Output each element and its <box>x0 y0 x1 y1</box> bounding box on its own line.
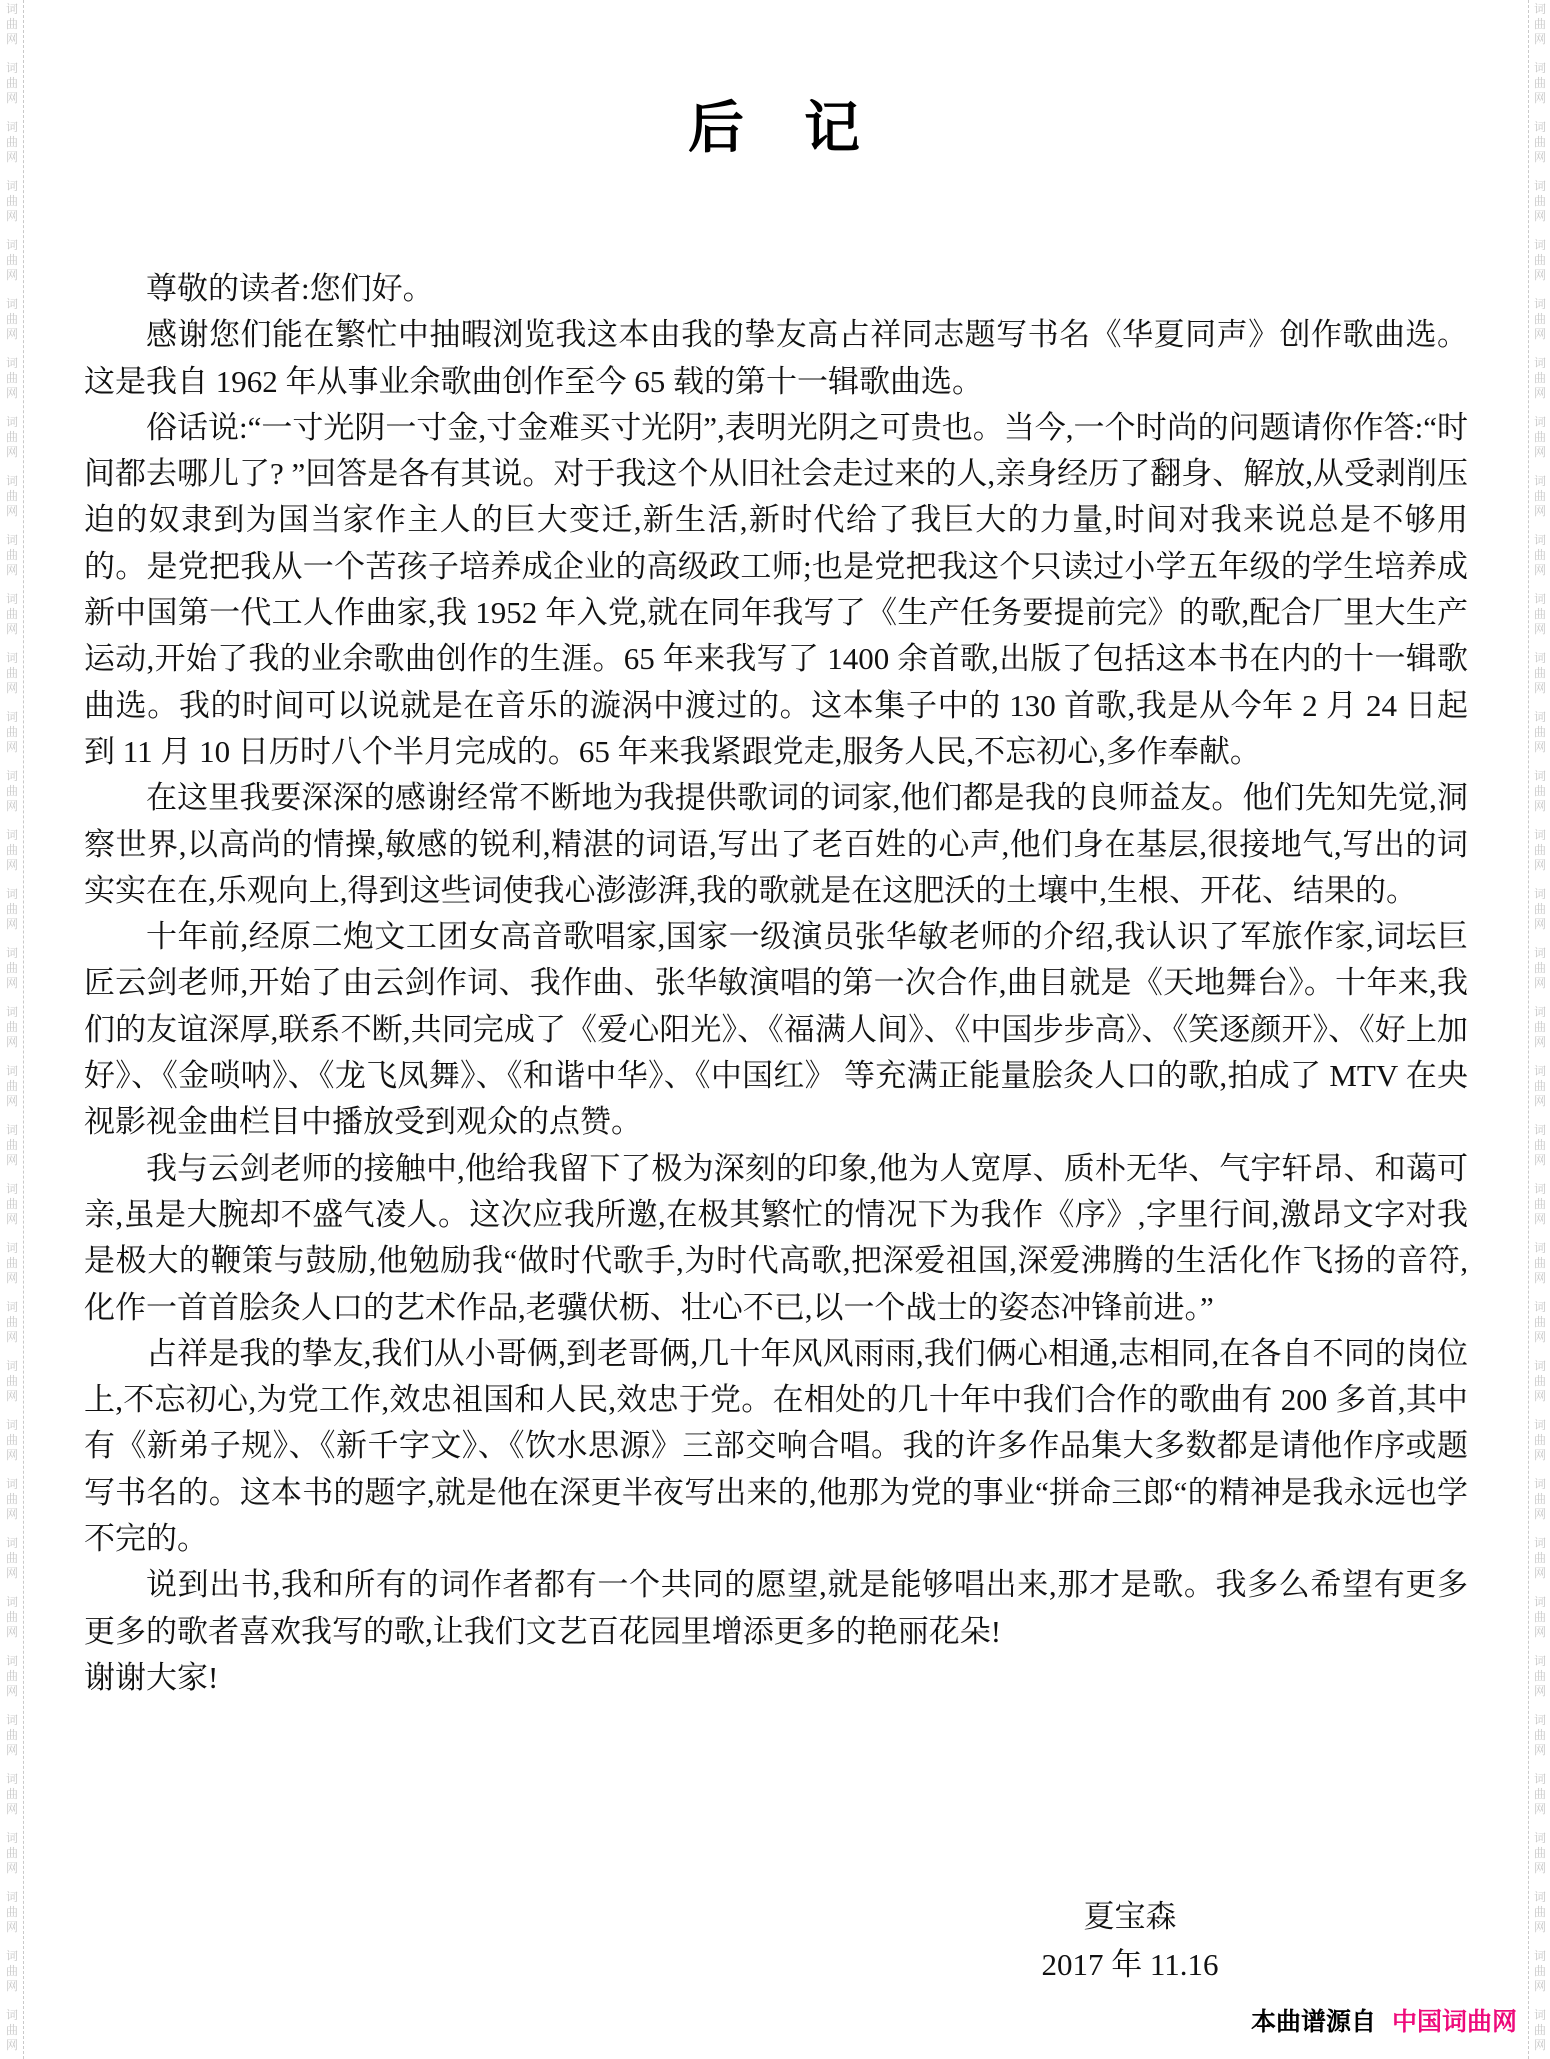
watermark-text: 词 曲 网 <box>5 1123 18 1167</box>
watermark-text: 词 曲 网 <box>1533 1536 1546 1580</box>
watermark-text: 词 曲 网 <box>1533 2008 1546 2052</box>
paragraph: 占祥是我的挚友,我们从小哥俩,到老哥俩,几十年风风雨雨,我们俩心相通,志相同,在各自不同的岗位上,不忘初心,为党工作,效忠祖国和人民,效忠于党。在相处的几十年中我们合作的歌曲有 200 多首,其中有《新弟子规》、《新千字文》、《饮水思源》三部交响合唱。我的许多作品集大多数都是请他作序或题写书名的。这本书的题字,就是他在深更半夜写出来的,他那为党的事业“拼命三郎“的精神是我永远也学不完的。 <box>84 1335 1468 1557</box>
watermark-text: 词 曲 网 <box>1533 238 1546 282</box>
watermark-text: 词 曲 网 <box>1533 1713 1546 1757</box>
paragraph: 俗话说:“一寸光阴一寸金,寸金难买寸光阴”,表明光阴之可贵也。当今,一个时尚的问题请你作答:“时间都去哪儿了? ”回答是各有其说。对于我这个从旧社会走过来的人,亲身经历了翻身、解放,从受剥削压迫的奴隶到为国当家作主人的巨大变迁,新生活,新时代给了我巨大的力量,时间对我来说总是不够用的。是党把我从一个苦孩子培养成企业的高级政工师;也是党把我这个只读过小学五年级的学生培养成新中国第一代工人作曲家,我 1952 年入党,就在同年我写了《生产任务要提前完》的歌,配合厂里大生产运动,开始了我的业余歌曲创作的生涯。65 年来我写了 1400 余首歌,出版了包括这本书在内的十一辑歌曲选。我的时间可以说就是在音乐的漩涡中渡过的。这本集子中的 130 首歌,我是从今年 2 月 24 日起到 11 月 10 日历时八个半月完成的。65 年来我紧跟党走,服务人民,不忘初心,多作奉献。 <box>84 409 1468 769</box>
paragraph: 谢谢大家! <box>84 1659 219 1695</box>
watermark-text: 词 曲 网 <box>5 533 18 577</box>
paragraph: 我与云剑老师的接触中,他给我留下了极为深刻的印象,他为人宽厚、质朴无华、气宇轩昂、和蔼可亲,虽是大腕却不盛气凌人。这次应我所邀,在极其繁忙的情况下为我作《序》,字里行间,激昂文字对我是极大的鞭策与鼓励,他勉励我“做时代歌手,为时代高歌,把深爱祖国,深爱沸腾的生活化作飞扬的音符,化作一首首脍灸人口的艺术作品,老骥伏枥、壮心不已,以一个战士的姿态冲锋前进。” <box>84 1150 1468 1325</box>
watermark-text: 词 曲 网 <box>1533 828 1546 872</box>
right-watermark-column <box>1532 2 1548 2059</box>
paragraph: 说到出书,我和所有的词作者都有一个共同的愿望,就是能够唱出来,那才是歌。我多么希望有更多更多的歌者喜欢我写的歌,让我们文艺百花园里增添更多的艳丽花朵! <box>84 1567 1468 1649</box>
watermark-text: 词 曲 网 <box>1533 651 1546 695</box>
watermark-text: 词 曲 网 <box>5 1005 18 1049</box>
footer-source-label: 本曲谱源自 <box>1250 2008 1376 2036</box>
watermark-text: 词 曲 网 <box>5 1595 18 1639</box>
paragraph: 在这里我要深深的感谢经常不断地为我提供歌词的词家,他们都是我的良师益友。他们先知先觉,洞察世界,以高尚的情操,敏感的锐利,精湛的词语,写出了老百姓的心声,他们身在基层,很接地气,写出的词实实在在,乐观向上,得到这些词使我心澎澎湃,我的歌就是在这肥沃的土壤中,生根、开花、结果的。 <box>84 780 1468 908</box>
signature-block <box>1005 1893 1255 1989</box>
watermark-text: 词 曲 网 <box>1533 1241 1546 1285</box>
footer <box>1251 2002 1517 2038</box>
watermark-text: 词 曲 网 <box>5 1182 18 1226</box>
watermark-text: 词 曲 网 <box>1533 1182 1546 1226</box>
watermark-text: 词 曲 网 <box>5 592 18 636</box>
watermark-text: 词 曲 网 <box>1533 769 1546 813</box>
page-title: 后 记 <box>688 98 862 160</box>
watermark-text: 词 曲 网 <box>5 297 18 341</box>
watermark-text: 词 曲 网 <box>1533 946 1546 990</box>
watermark-text: 词 曲 网 <box>1533 2 1546 46</box>
watermark-text: 词 曲 网 <box>1533 710 1546 754</box>
watermark-text: 词 曲 网 <box>1533 179 1546 223</box>
watermark-text: 词 曲 网 <box>5 1359 18 1403</box>
watermark-text: 词 曲 网 <box>5 415 18 459</box>
watermark-text: 词 曲 网 <box>5 61 18 105</box>
watermark-text: 词 曲 网 <box>5 356 18 400</box>
watermark-text: 词 曲 网 <box>1533 1123 1546 1167</box>
watermark-text: 词 曲 网 <box>1533 1949 1546 1993</box>
watermark-text: 词 曲 网 <box>5 1418 18 1462</box>
watermark-text: 词 曲 网 <box>1533 61 1546 105</box>
watermark-text: 词 曲 网 <box>1533 1064 1546 1108</box>
paragraph: 十年前,经原二炮文工团女高音歌唱家,国家一级演员张华敏老师的介绍,我认识了军旅作家,词坛巨匠云剑老师,开始了由云剑作词、我作曲、张华敏演唱的第一次合作,曲目就是《天地舞台》。十年来,我们的友谊深厚,联系不断,共同完成了《爱心阳光》、《福满人间》、《中国步步高》、《笑逐颜开》、《好上加好》、《金唢呐》、《龙飞凤舞》、《和谐中华》、《中国红》 等充满正能量脍灸人口的歌,拍成了 MTV 在央视影视金曲栏目中播放受到观众的点赞。 <box>84 919 1468 1140</box>
watermark-text: 词 曲 网 <box>5 1477 18 1521</box>
watermark-text: 词 曲 网 <box>1533 1831 1546 1875</box>
watermark-text: 词 曲 网 <box>1533 1300 1546 1344</box>
watermark-text: 词 曲 网 <box>1533 1654 1546 1698</box>
paragraph: 感谢您们能在繁忙中抽暇浏览我这本由我的挚友高占祥同志题写书名《华夏同声》创作歌曲选。这是我自 1962 年从事业余歌曲创作至今 65 载的第十一辑歌曲选。 <box>84 317 1468 399</box>
watermark-text: 词 曲 网 <box>5 120 18 164</box>
watermark-text: 词 曲 网 <box>5 710 18 754</box>
watermark-text: 词 曲 网 <box>1533 1005 1546 1049</box>
footer-site-name[interactable]: 中国词曲网 <box>1391 2008 1517 2036</box>
watermark-text: 词 曲 网 <box>5 1831 18 1875</box>
watermark-text: 词 曲 网 <box>1533 1595 1546 1639</box>
watermark-text: 词 曲 网 <box>1533 297 1546 341</box>
watermark-text: 词 曲 网 <box>5 1536 18 1580</box>
watermark-text: 词 曲 网 <box>1533 1359 1546 1403</box>
watermark-text: 词 曲 网 <box>1533 592 1546 636</box>
watermark-text: 词 曲 网 <box>5 1241 18 1285</box>
watermark-text: 词 曲 网 <box>1533 1477 1546 1521</box>
watermark-text: 词 曲 网 <box>1533 887 1546 931</box>
watermark-text: 词 曲 网 <box>5 887 18 931</box>
watermark-text: 词 曲 网 <box>1533 533 1546 577</box>
watermark-text: 词 曲 网 <box>5 179 18 223</box>
watermark-text: 词 曲 网 <box>5 238 18 282</box>
watermark-text: 词 曲 网 <box>5 1949 18 1993</box>
left-dashed-border <box>23 0 24 2059</box>
watermark-text: 词 曲 网 <box>5 769 18 813</box>
watermark-text: 词 曲 网 <box>5 1654 18 1698</box>
afterword-body <box>84 266 1468 1701</box>
watermark-text: 词 曲 网 <box>5 2 18 46</box>
watermark-text: 词 曲 网 <box>5 474 18 518</box>
watermark-text: 词 曲 网 <box>5 828 18 872</box>
right-dashed-border <box>1528 0 1529 2059</box>
watermark-text: 词 曲 网 <box>5 2008 18 2052</box>
watermark-text: 词 曲 网 <box>1533 1890 1546 1934</box>
watermark-text: 词 曲 网 <box>5 651 18 695</box>
watermark-text: 词 曲 网 <box>5 1890 18 1934</box>
paragraph: 尊敬的读者:您们好。 <box>146 271 434 306</box>
watermark-text: 词 曲 网 <box>1533 474 1546 518</box>
watermark-text: 词 曲 网 <box>5 1300 18 1344</box>
left-watermark-column <box>4 2 20 2059</box>
watermark-text: 词 曲 网 <box>1533 120 1546 164</box>
watermark-text: 词 曲 网 <box>1533 1418 1546 1462</box>
signature-date: 2017 年 11.16 <box>1041 1947 1219 1982</box>
watermark-text: 词 曲 网 <box>5 1064 18 1108</box>
watermark-text: 词 曲 网 <box>1533 1772 1546 1816</box>
watermark-text: 词 曲 网 <box>5 1772 18 1816</box>
watermark-text: 词 曲 网 <box>1533 415 1546 459</box>
watermark-text: 词 曲 网 <box>1533 356 1546 400</box>
watermark-text: 词 曲 网 <box>5 1713 18 1757</box>
signature-name: 夏宝森 <box>1083 1899 1177 1934</box>
watermark-text: 词 曲 网 <box>5 946 18 990</box>
